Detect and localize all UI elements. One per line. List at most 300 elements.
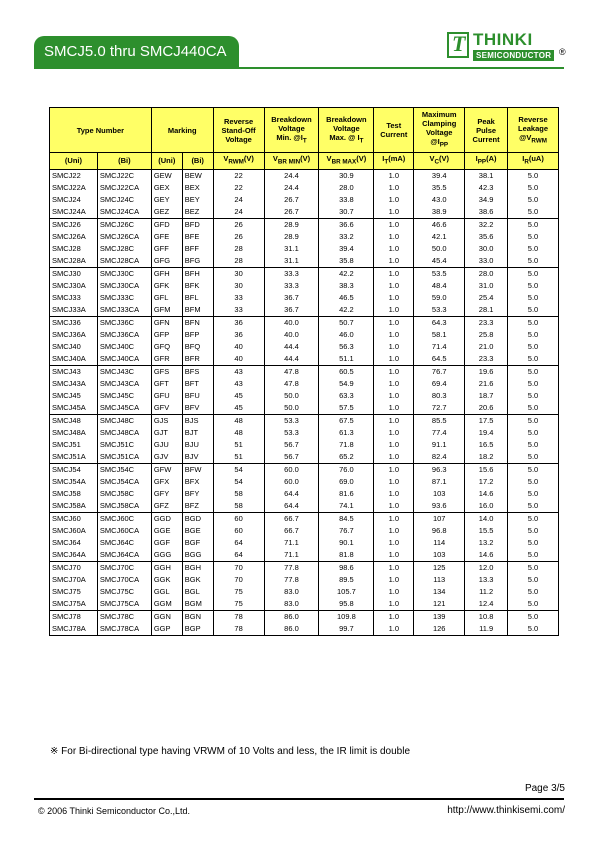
cell-peak-pulse-current: 19.6 xyxy=(465,365,508,378)
table-row xyxy=(50,463,559,476)
cell-reverse-leakage: 5.0 xyxy=(508,586,559,598)
cell-marking-uni: GGP xyxy=(151,623,182,636)
unit-it: $I_T(mA)$ xyxy=(374,153,414,170)
cell-vbr-min: 26.7 xyxy=(264,206,319,219)
cell-vbr-min: 56.7 xyxy=(264,439,319,451)
cell-vrwm: 33 xyxy=(213,304,264,317)
cell-type-uni: SMCJ78 xyxy=(50,610,98,623)
cell-vrwm: 45 xyxy=(213,390,264,402)
cell-vbr-min: 56.7 xyxy=(264,451,319,464)
cell-vbr-min: 83.0 xyxy=(264,598,319,611)
cell-vbr-max: 38.3 xyxy=(319,280,374,292)
cell-type-uni: SMCJ24 xyxy=(50,194,98,206)
cell-vbr-min: 24.4 xyxy=(264,182,319,194)
cell-marking-bi: BFH xyxy=(182,267,213,280)
cell-peak-pulse-current: 25.4 xyxy=(465,292,508,304)
document-title: SMCJ5.0 thru SMCJ440CA xyxy=(44,43,227,60)
cell-type-uni: SMCJ58A xyxy=(50,500,98,513)
cell-vbr-max: 90.1 xyxy=(319,537,374,549)
cell-marking-uni: GFF xyxy=(151,243,182,255)
cell-test-current: 1.0 xyxy=(374,182,414,194)
cell-clamping-voltage: 80.3 xyxy=(414,390,465,402)
cell-test-current: 1.0 xyxy=(374,525,414,537)
cell-marking-uni: GFT xyxy=(151,378,182,390)
cell-marking-uni: GFR xyxy=(151,353,182,366)
cell-peak-pulse-current: 28.0 xyxy=(465,267,508,280)
cell-marking-bi: BJU xyxy=(182,439,213,451)
cell-vrwm: 70 xyxy=(213,561,264,574)
header-reverse-leakage: Reverse Leakage $@V_{RWM}$ xyxy=(508,108,559,153)
cell-type-uni: SMCJ48A xyxy=(50,427,98,439)
table-row xyxy=(50,304,559,317)
cell-type-bi: SMCJ70C xyxy=(97,561,151,574)
unit-uni-marking: (Uni) xyxy=(151,153,182,170)
cell-vbr-max: 51.1 xyxy=(319,353,374,366)
cell-peak-pulse-current: 14.6 xyxy=(465,488,508,500)
cell-vbr-min: 24.4 xyxy=(264,169,319,182)
cell-vbr-max: 28.0 xyxy=(319,182,374,194)
header-breakdown-max: Breakdown Voltage Max. @ $I_T$ xyxy=(319,108,374,153)
cell-vbr-min: 53.3 xyxy=(264,414,319,427)
cell-type-uni: SMCJ43A xyxy=(50,378,98,390)
logo-subtitle: SEMICONDUCTOR xyxy=(473,50,554,61)
cell-marking-uni: GFS xyxy=(151,365,182,378)
cell-peak-pulse-current: 16.5 xyxy=(465,439,508,451)
table-row xyxy=(50,537,559,549)
cell-test-current: 1.0 xyxy=(374,488,414,500)
cell-type-uni: SMCJ40A xyxy=(50,353,98,366)
cell-vbr-max: 33.2 xyxy=(319,231,374,243)
cell-vbr-min: 28.9 xyxy=(264,231,319,243)
cell-vbr-min: 60.0 xyxy=(264,463,319,476)
cell-clamping-voltage: 87.1 xyxy=(414,476,465,488)
cell-type-bi: SMCJ24CA xyxy=(97,206,151,219)
cell-reverse-leakage: 5.0 xyxy=(508,329,559,341)
cell-vbr-min: 40.0 xyxy=(264,329,319,341)
cell-vbr-min: 26.7 xyxy=(264,194,319,206)
cell-marking-bi: BFD xyxy=(182,218,213,231)
cell-type-bi: SMCJ60CA xyxy=(97,525,151,537)
cell-test-current: 1.0 xyxy=(374,255,414,268)
cell-type-uni: SMCJ51A xyxy=(50,451,98,464)
cell-marking-bi: BFW xyxy=(182,463,213,476)
table-row xyxy=(50,402,559,415)
cell-marking-bi: BFU xyxy=(182,390,213,402)
cell-marking-uni: GGE xyxy=(151,525,182,537)
cell-marking-bi: BFP xyxy=(182,329,213,341)
cell-vrwm: 24 xyxy=(213,206,264,219)
cell-vrwm: 33 xyxy=(213,292,264,304)
cell-clamping-voltage: 53.3 xyxy=(414,304,465,317)
cell-marking-uni: GJS xyxy=(151,414,182,427)
cell-peak-pulse-current: 17.2 xyxy=(465,476,508,488)
cell-marking-bi: BFS xyxy=(182,365,213,378)
cell-vrwm: 30 xyxy=(213,280,264,292)
cell-vbr-min: 40.0 xyxy=(264,316,319,329)
unit-vbr-min: $V_{BR MIN}(V)$ xyxy=(264,153,319,170)
cell-vbr-max: 63.3 xyxy=(319,390,374,402)
cell-type-bi: SMCJ30CA xyxy=(97,280,151,292)
cell-reverse-leakage: 5.0 xyxy=(508,512,559,525)
header-divider xyxy=(34,67,564,69)
cell-type-bi: SMCJ78C xyxy=(97,610,151,623)
cell-marking-uni: GFW xyxy=(151,463,182,476)
cell-type-bi: SMCJ36CA xyxy=(97,329,151,341)
cell-reverse-leakage: 5.0 xyxy=(508,280,559,292)
cell-vbr-min: 86.0 xyxy=(264,610,319,623)
cell-reverse-leakage: 5.0 xyxy=(508,402,559,415)
cell-test-current: 1.0 xyxy=(374,194,414,206)
cell-test-current: 1.0 xyxy=(374,341,414,353)
cell-vrwm: 43 xyxy=(213,365,264,378)
table-row xyxy=(50,623,559,636)
cell-type-uni: SMCJ33 xyxy=(50,292,98,304)
table-row xyxy=(50,549,559,562)
cell-marking-uni: GEW xyxy=(151,169,182,182)
cell-marking-bi: BJV xyxy=(182,451,213,464)
cell-vrwm: 64 xyxy=(213,537,264,549)
cell-type-uni: SMCJ48 xyxy=(50,414,98,427)
cell-type-uni: SMCJ26 xyxy=(50,218,98,231)
cell-marking-uni: GFM xyxy=(151,304,182,317)
cell-vbr-max: 30.9 xyxy=(319,169,374,182)
cell-vrwm: 26 xyxy=(213,218,264,231)
cell-clamping-voltage: 77.4 xyxy=(414,427,465,439)
cell-marking-uni: GFH xyxy=(151,267,182,280)
cell-marking-bi: BFE xyxy=(182,231,213,243)
cell-vbr-max: 67.5 xyxy=(319,414,374,427)
cell-peak-pulse-current: 25.8 xyxy=(465,329,508,341)
cell-reverse-leakage: 5.0 xyxy=(508,525,559,537)
cell-vbr-min: 28.9 xyxy=(264,218,319,231)
cell-vrwm: 58 xyxy=(213,488,264,500)
cell-clamping-voltage: 64.3 xyxy=(414,316,465,329)
cell-type-uni: SMCJ70A xyxy=(50,574,98,586)
cell-type-bi: SMCJ64CA xyxy=(97,549,151,562)
cell-marking-uni: GGN xyxy=(151,610,182,623)
table-units-row xyxy=(50,153,559,170)
cell-vbr-max: 98.6 xyxy=(319,561,374,574)
cell-marking-bi: BFR xyxy=(182,353,213,366)
table-row xyxy=(50,353,559,366)
cell-marking-uni: GFU xyxy=(151,390,182,402)
cell-type-bi: SMCJ43C xyxy=(97,365,151,378)
cell-marking-bi: BFQ xyxy=(182,341,213,353)
cell-peak-pulse-current: 33.0 xyxy=(465,255,508,268)
cell-reverse-leakage: 5.0 xyxy=(508,500,559,513)
table-row xyxy=(50,243,559,255)
table-row xyxy=(50,316,559,329)
cell-vbr-min: 50.0 xyxy=(264,402,319,415)
cell-type-uni: SMCJ40 xyxy=(50,341,98,353)
cell-marking-uni: GGK xyxy=(151,574,182,586)
cell-test-current: 1.0 xyxy=(374,316,414,329)
cell-reverse-leakage: 5.0 xyxy=(508,169,559,182)
table-row xyxy=(50,586,559,598)
cell-vbr-max: 56.3 xyxy=(319,341,374,353)
cell-reverse-leakage: 5.0 xyxy=(508,488,559,500)
cell-vbr-min: 47.8 xyxy=(264,378,319,390)
table-row xyxy=(50,439,559,451)
cell-type-bi: SMCJ22CA xyxy=(97,182,151,194)
cell-type-bi: SMCJ78CA xyxy=(97,623,151,636)
cell-marking-uni: GFK xyxy=(151,280,182,292)
cell-type-uni: SMCJ75A xyxy=(50,598,98,611)
cell-test-current: 1.0 xyxy=(374,206,414,219)
cell-type-bi: SMCJ26CA xyxy=(97,231,151,243)
cell-test-current: 1.0 xyxy=(374,439,414,451)
table-row xyxy=(50,574,559,586)
cell-type-bi: SMCJ54C xyxy=(97,463,151,476)
cell-vbr-max: 99.7 xyxy=(319,623,374,636)
table-row xyxy=(50,206,559,219)
cell-vrwm: 78 xyxy=(213,623,264,636)
cell-test-current: 1.0 xyxy=(374,292,414,304)
cell-marking-bi: BFF xyxy=(182,243,213,255)
cell-reverse-leakage: 5.0 xyxy=(508,304,559,317)
cell-vbr-min: 83.0 xyxy=(264,586,319,598)
cell-marking-bi: BGN xyxy=(182,610,213,623)
cell-peak-pulse-current: 28.1 xyxy=(465,304,508,317)
cell-marking-uni: GFN xyxy=(151,316,182,329)
cell-marking-uni: GGG xyxy=(151,549,182,562)
cell-clamping-voltage: 46.6 xyxy=(414,218,465,231)
cell-vrwm: 60 xyxy=(213,525,264,537)
cell-type-uni: SMCJ28 xyxy=(50,243,98,255)
header-peak-pulse: Peak Pulse Current xyxy=(465,108,508,153)
cell-reverse-leakage: 5.0 xyxy=(508,427,559,439)
cell-vbr-max: 74.1 xyxy=(319,500,374,513)
logo-mark-icon: T xyxy=(447,32,469,58)
cell-type-uni: SMCJ22 xyxy=(50,169,98,182)
cell-reverse-leakage: 5.0 xyxy=(508,623,559,636)
cell-type-uni: SMCJ64 xyxy=(50,537,98,549)
cell-test-current: 1.0 xyxy=(374,451,414,464)
cell-reverse-leakage: 5.0 xyxy=(508,390,559,402)
cell-reverse-leakage: 5.0 xyxy=(508,365,559,378)
cell-vrwm: 40 xyxy=(213,353,264,366)
cell-vbr-max: 33.8 xyxy=(319,194,374,206)
cell-peak-pulse-current: 14.6 xyxy=(465,549,508,562)
cell-type-bi: SMCJ28C xyxy=(97,243,151,255)
table-row xyxy=(50,280,559,292)
cell-peak-pulse-current: 23.3 xyxy=(465,316,508,329)
cell-vbr-min: 86.0 xyxy=(264,623,319,636)
cell-clamping-voltage: 50.0 xyxy=(414,243,465,255)
table-row xyxy=(50,390,559,402)
cell-marking-uni: GFE xyxy=(151,231,182,243)
cell-marking-bi: BJS xyxy=(182,414,213,427)
cell-vbr-max: 39.4 xyxy=(319,243,374,255)
cell-test-current: 1.0 xyxy=(374,574,414,586)
cell-peak-pulse-current: 20.6 xyxy=(465,402,508,415)
cell-vrwm: 54 xyxy=(213,476,264,488)
company-logo xyxy=(447,30,577,66)
cell-vrwm: 28 xyxy=(213,255,264,268)
cell-reverse-leakage: 5.0 xyxy=(508,549,559,562)
cell-peak-pulse-current: 15.5 xyxy=(465,525,508,537)
cell-type-bi: SMCJ28CA xyxy=(97,255,151,268)
cell-vrwm: 40 xyxy=(213,341,264,353)
cell-peak-pulse-current: 18.2 xyxy=(465,451,508,464)
cell-vrwm: 22 xyxy=(213,169,264,182)
cell-test-current: 1.0 xyxy=(374,561,414,574)
table-row xyxy=(50,292,559,304)
cell-vbr-max: 50.7 xyxy=(319,316,374,329)
cell-type-bi: SMCJ33CA xyxy=(97,304,151,317)
cell-vrwm: 28 xyxy=(213,243,264,255)
header-test-current: Test Current xyxy=(374,108,414,153)
cell-vbr-max: 46.0 xyxy=(319,329,374,341)
cell-marking-bi: BFY xyxy=(182,488,213,500)
cell-marking-bi: BFN xyxy=(182,316,213,329)
cell-clamping-voltage: 82.4 xyxy=(414,451,465,464)
cell-type-bi: SMCJ58CA xyxy=(97,500,151,513)
website-link[interactable]: http://www.thinkisemi.com/ xyxy=(447,805,565,816)
cell-vbr-max: 76.0 xyxy=(319,463,374,476)
cell-clamping-voltage: 107 xyxy=(414,512,465,525)
registered-mark: ® xyxy=(559,47,566,57)
table-row xyxy=(50,598,559,611)
cell-marking-uni: GFG xyxy=(151,255,182,268)
unit-ir: $I_R(uA)$ xyxy=(508,153,559,170)
cell-marking-bi: BJT xyxy=(182,427,213,439)
footer-divider xyxy=(34,798,564,800)
cell-test-current: 1.0 xyxy=(374,280,414,292)
cell-test-current: 1.0 xyxy=(374,549,414,562)
cell-clamping-voltage: 76.7 xyxy=(414,365,465,378)
cell-reverse-leakage: 5.0 xyxy=(508,341,559,353)
cell-type-bi: SMCJ43CA xyxy=(97,378,151,390)
cell-clamping-voltage: 96.8 xyxy=(414,525,465,537)
cell-reverse-leakage: 5.0 xyxy=(508,451,559,464)
cell-vbr-min: 31.1 xyxy=(264,243,319,255)
cell-vbr-max: 89.5 xyxy=(319,574,374,586)
cell-marking-bi: BEX xyxy=(182,182,213,194)
cell-vbr-min: 71.1 xyxy=(264,537,319,549)
cell-reverse-leakage: 5.0 xyxy=(508,316,559,329)
cell-vbr-max: 69.0 xyxy=(319,476,374,488)
electrical-characteristics-table xyxy=(49,107,559,636)
table-row xyxy=(50,194,559,206)
cell-peak-pulse-current: 17.5 xyxy=(465,414,508,427)
table-row xyxy=(50,561,559,574)
cell-type-uni: SMCJ36A xyxy=(50,329,98,341)
unit-vc: $V_C(V)$ xyxy=(414,153,465,170)
unit-bi-marking: (Bi) xyxy=(182,153,213,170)
cell-vrwm: 48 xyxy=(213,427,264,439)
cell-type-bi: SMCJ48C xyxy=(97,414,151,427)
cell-type-uni: SMCJ75 xyxy=(50,586,98,598)
cell-peak-pulse-current: 32.2 xyxy=(465,218,508,231)
cell-test-current: 1.0 xyxy=(374,267,414,280)
cell-vbr-max: 65.2 xyxy=(319,451,374,464)
cell-marking-uni: GFP xyxy=(151,329,182,341)
cell-vbr-min: 44.4 xyxy=(264,353,319,366)
cell-marking-uni: GEZ xyxy=(151,206,182,219)
header-reverse-standoff: Reverse Stand-Off Voltage xyxy=(213,108,264,153)
table-row xyxy=(50,378,559,390)
cell-peak-pulse-current: 15.6 xyxy=(465,463,508,476)
cell-vrwm: 45 xyxy=(213,402,264,415)
cell-clamping-voltage: 58.1 xyxy=(414,329,465,341)
cell-peak-pulse-current: 31.0 xyxy=(465,280,508,292)
cell-test-current: 1.0 xyxy=(374,353,414,366)
cell-clamping-voltage: 38.9 xyxy=(414,206,465,219)
cell-vrwm: 48 xyxy=(213,414,264,427)
cell-vbr-max: 105.7 xyxy=(319,586,374,598)
cell-vrwm: 36 xyxy=(213,329,264,341)
cell-vbr-max: 35.8 xyxy=(319,255,374,268)
cell-clamping-voltage: 114 xyxy=(414,537,465,549)
cell-vbr-min: 66.7 xyxy=(264,525,319,537)
cell-type-bi: SMCJ45CA xyxy=(97,402,151,415)
cell-clamping-voltage: 64.5 xyxy=(414,353,465,366)
table-row xyxy=(50,451,559,464)
cell-type-uni: SMCJ54 xyxy=(50,463,98,476)
cell-test-current: 1.0 xyxy=(374,427,414,439)
table-row xyxy=(50,341,559,353)
cell-vbr-min: 53.3 xyxy=(264,427,319,439)
cell-type-bi: SMCJ54CA xyxy=(97,476,151,488)
cell-marking-uni: GGM xyxy=(151,598,182,611)
cell-type-bi: SMCJ33C xyxy=(97,292,151,304)
cell-marking-uni: GFZ xyxy=(151,500,182,513)
cell-marking-bi: BGE xyxy=(182,525,213,537)
cell-test-current: 1.0 xyxy=(374,329,414,341)
cell-type-uni: SMCJ45 xyxy=(50,390,98,402)
cell-vbr-max: 81.6 xyxy=(319,488,374,500)
cell-vbr-max: 30.7 xyxy=(319,206,374,219)
cell-type-uni: SMCJ26A xyxy=(50,231,98,243)
cell-vrwm: 54 xyxy=(213,463,264,476)
logo-name: THINKI xyxy=(473,30,533,49)
cell-test-current: 1.0 xyxy=(374,512,414,525)
cell-vbr-min: 64.4 xyxy=(264,488,319,500)
table-row xyxy=(50,476,559,488)
cell-clamping-voltage: 43.0 xyxy=(414,194,465,206)
cell-clamping-voltage: 96.3 xyxy=(414,463,465,476)
cell-vbr-max: 76.7 xyxy=(319,525,374,537)
cell-clamping-voltage: 59.0 xyxy=(414,292,465,304)
table-row xyxy=(50,329,559,341)
cell-reverse-leakage: 5.0 xyxy=(508,574,559,586)
cell-type-bi: SMCJ51CA xyxy=(97,451,151,464)
cell-marking-uni: GGD xyxy=(151,512,182,525)
cell-marking-uni: GEY xyxy=(151,194,182,206)
cell-vrwm: 75 xyxy=(213,598,264,611)
cell-vbr-max: 71.8 xyxy=(319,439,374,451)
cell-clamping-voltage: 35.5 xyxy=(414,182,465,194)
cell-marking-bi: BFZ xyxy=(182,500,213,513)
cell-clamping-voltage: 69.4 xyxy=(414,378,465,390)
cell-type-uni: SMCJ64A xyxy=(50,549,98,562)
cell-peak-pulse-current: 23.3 xyxy=(465,353,508,366)
cell-vbr-min: 77.8 xyxy=(264,574,319,586)
cell-vbr-min: 77.8 xyxy=(264,561,319,574)
cell-test-current: 1.0 xyxy=(374,610,414,623)
cell-peak-pulse-current: 42.3 xyxy=(465,182,508,194)
cell-vbr-min: 31.1 xyxy=(264,255,319,268)
cell-marking-uni: GGF xyxy=(151,537,182,549)
table-row xyxy=(50,488,559,500)
cell-vbr-max: 84.5 xyxy=(319,512,374,525)
cell-peak-pulse-current: 11.2 xyxy=(465,586,508,598)
cell-type-uni: SMCJ60 xyxy=(50,512,98,525)
cell-type-bi: SMCJ45C xyxy=(97,390,151,402)
cell-type-bi: SMCJ40C xyxy=(97,341,151,353)
cell-vbr-min: 66.7 xyxy=(264,512,319,525)
